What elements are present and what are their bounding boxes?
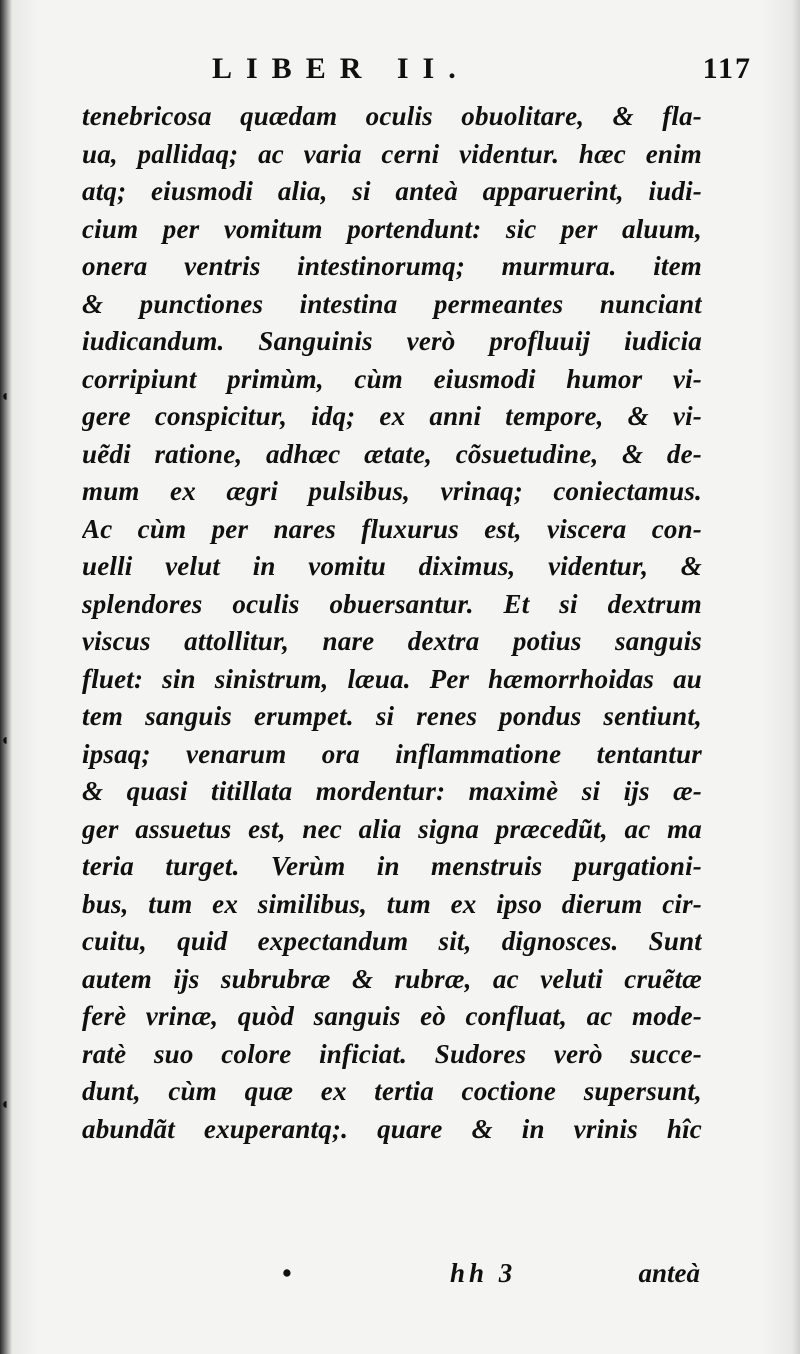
text-line: uẽdi ratione, adhæc ætate, cõsuetudine, & de- bbox=[82, 438, 702, 469]
binding-clip-mark: ◖ bbox=[0, 1096, 10, 1113]
text-line: bus, tum ex similibus, tum ex ipso dierum cir- bbox=[82, 888, 702, 919]
signature-mark: hh 3 bbox=[450, 1258, 517, 1288]
text-line: dunt, cùm quæ ex tertia coctione supersunt, bbox=[82, 1076, 702, 1106]
running-title: LIBER II. bbox=[212, 52, 470, 85]
catchword: anteà bbox=[638, 1258, 700, 1288]
text-line: teria turget. Verùm in menstruis purgationi- bbox=[82, 851, 702, 881]
page-header bbox=[212, 52, 752, 96]
text-line: iudicandum. Sanguinis verò profluuij iudicia bbox=[82, 326, 702, 356]
text-line: Ac cùm per nares fluxurus est, viscera con- bbox=[82, 513, 702, 544]
binding-clip-mark: ◖ bbox=[0, 732, 10, 749]
text-line: splendores oculis obuersantur. Et si dextrum bbox=[82, 588, 702, 619]
page-footer bbox=[282, 1258, 700, 1298]
text-line: gere conspicitur, idq; ex anni tempore, & vi- bbox=[82, 401, 702, 431]
text-line: tenebricosa quædam oculis obuolitare, & fla- bbox=[82, 101, 702, 131]
text-line: ferè vrinæ, quòd sanguis eò confluat, ac mode- bbox=[82, 1001, 702, 1031]
text-line: fluet: sin sinistrum, læua. Per hæmorrhoidas au bbox=[82, 663, 702, 694]
binding-clip-mark: ◖ bbox=[0, 388, 10, 405]
text-line: mum ex ægri pulsibus, vrinaq; coniectamus. bbox=[82, 476, 702, 506]
body-text bbox=[82, 98, 702, 1148]
page-number: 117 bbox=[702, 52, 752, 85]
text-line: abundãt exuperantq;. quare & in vrinis hîc bbox=[82, 1113, 702, 1144]
text-line: corripiunt primùm, cùm eiusmodi humor vi- bbox=[82, 363, 702, 394]
text-line: viscus attollitur, nare dextra potius sanguis bbox=[82, 626, 702, 656]
text-line: ipsaq; venarum ora inflammatione tentantur bbox=[82, 738, 702, 769]
text-line: ger assuetus est, nec alia signa præcedũt, ac ma bbox=[82, 813, 702, 844]
footer-mark: • bbox=[282, 1258, 292, 1288]
text-line: ua, pallidaq; ac varia cerni videntur. hæc enim bbox=[82, 138, 702, 169]
text-line: tem sanguis erumpet. si renes pondus sentiunt, bbox=[82, 701, 702, 731]
text-line: atq; eiusmodi alia, si anteà apparuerint, iudi- bbox=[82, 176, 702, 206]
text-line: cium per vomitum portendunt: sic per aluum, bbox=[82, 213, 702, 244]
text-line: ratè suo colore inficiat. Sudores verò succe- bbox=[82, 1038, 702, 1069]
text-line: cuitu, quid expectandum sit, dignosces. Sunt bbox=[82, 926, 702, 956]
text-line: uelli velut in vomitu diximus, videntur, & bbox=[82, 551, 702, 581]
text-line: & punctiones intestina permeantes nunciant bbox=[82, 288, 702, 319]
text-line: autem ijs subrubræ & rubræ, ac veluti cruẽtæ bbox=[82, 963, 702, 994]
text-line: & quasi titillata mordentur: maximè si ijs æ- bbox=[82, 776, 702, 806]
text-line: onera ventris intestinorumq; murmura. item bbox=[82, 251, 702, 281]
